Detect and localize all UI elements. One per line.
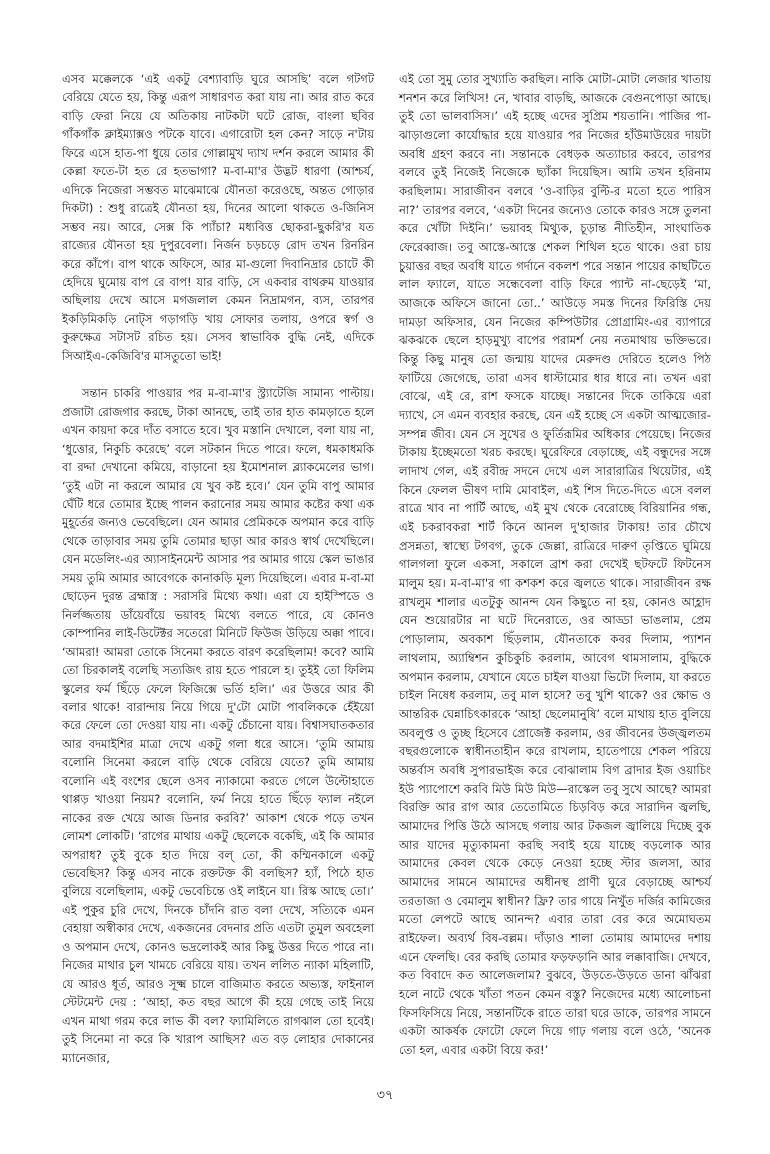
paragraph: এই তো সুমু তোর সুখ্যাতি করছিল। নাকি মোটা-মোটা লেজার খাতায় শনশন করে লিখিস! নে, খাবার বাড়ছি, আজকে বেগুনপোড়া আছে। তুই তো ভালবাসিস।’ এই হচ্ছে এদের সুপ্রিম শয়তানি। পাজির পা-ঝাড়াগুলো কার্যোদ্ধার হয়ে যাওয়ার পর নিজের হাঁউমাউয়ের দায়টা অবধি গ্রহণ করবে না। সন্তানকে বেধড়ক অত্যাচার করবে, তারপর বলবে তুই নিজেই নিজেকে ছ্যাঁকা দিয়েছিস। আমি তখন হরিনাম করছিলাম। সারাজীবন বলবে ‘ও-বাড়ির বুল্টি-র মতো হতে পারিস না?’ তারপর বলবে, ‘একটা দিনের জন্যেও তোকে কারও সঙ্গে তুলনা করে খোঁটা দিইনি।’ ভয়াবহ মিথ্যুক, চূড়ান্ত নীতিহীন, সাংঘাতিক ফেরেব্বাজ। তবু আস্তে-আস্তে শেকল শিথিল হতে থাকে। ওরা চায় চুয়াত্তর বছর অবধি যাতে গর্দানে বকলশ পরে সন্তান পায়ের কাছটিতে লাল ফ্যালে, যাতে সন্ধেবেলা বাড়ি ফিরে প্যান্ট না-ছেড়েই ‘মা, আজকে অফিসে জানো তো..’ আউড়ে সমস্ত দিনের ফিরিস্তি দেয় দামড়া অফিসার, যেন নিজের কম্পিউটার প্রোগ্রামিং-এর ব্যাপারে ঝকঝকে ছেলে হাড়মুখ্যু বাপের পরামর্শ নেয় নতমাথায় ভক্তিভরে। কিন্তু কিছু মানুষ তো জন্মায় যাদের মেরুদণ্ড দেরিতে হলেও পিঠ ফাটিয়ে জেগেছে, তারা এসব ধাস্টামোর ধার ধারে না। তখন এরা বোঝে, এই রে, রাশ ফসকে যাচ্ছে। সন্তানের দিকে তাকিয়ে এরা দ্যাখে, সে এমন ব্যবহার করছে, যেন এই হচ্ছে সে একটা আত্মজোর-সম্পন্ন জীব। যেন সে সুখের ও ফুর্তিরূমির অধিকার পেয়েছে। নিজের টাকায় ইচ্ছেমতো খরচ করছে। ঘুরেফিরে বেড়াচ্ছে, এই বন্ধুদের সঙ্গে লাদাখ গেল, এই রবীন্দ্র সদনে দেখে এল সারারাত্রির থিয়েটার, এই কিনে ফেলল ভীষণ দামি মোবাইল, এই শিস দিতে-দিতে এসে বলল রাত্রে খাব না পার্টি আছে, এই মুখ থেকে বেরোচ্ছে বিরিয়ানির গন্ধ, এই চকরাবকরা শার্ট কিনে আনল দু'হাজার টাকায়! তার চৌখে প্রসন্নতা, স্বাস্থ্যে টগবগ, তুকে জেল্লা, রাত্রিরে দারুণ তৃপ্তিতে ঘুমিয়ে গালগলা ফুলে একসা, সকালে ব্রাশ করা দেখেই ছটফটে ফিটনেস মালুম হয়। ম-বা-মা'র গা কশকশ করে জ্বলতে থাকে। সারাজীবন রক্ষ রাখলুম শালার এতটুকু আনন্দ যেন কিছুতে না হয়, কোনও আহ্লাদ যেন শুয়োরটার না ঘটে দিনেরাতে, ওর আড্ডা ভাঙলাম, প্রেম পোড়ালাম, অবকাশ ছিঁড়লাম, যৌনতাকে কবর দিলাম, প্যাশন লাথলাম, অ্যাম্বিশন কুচিকুচি করলাম, আবেগ থামসালাম, বুদ্ধিকে অপমান করলাম, যেখানে যেতে চাইল যাওয়া ভিটো দিলাম, যা করতে চাইল নিষেধ করলাম, তবু মাল হাসে? তবু খুশি থাকে? ওর ক্ষোভ ও আন্তরিক ঘেন্নাচিৎকারকে ‘আহা ছেলেমানুষি’ বলে মাথায় হাত বুলিয়ে অবলুপ্ত ও তুচ্ছ হিসেবে প্রোজেক্ট করলাম, ওর জীবনের উজ্জ্বলতম বছরগুলোকে স্বাধীনতাহীন করে রাখলাম, হাতেপায়ে শেকল পরিয়ে অন্তর্বাস অবধি সুপারভাইজ করে বোঝালাম বিগ ব্রাদার ইজ ওয়াচিং ইউ প্যাপোশে করবি মিউ মিউ মিউ—রাস্কেল তবু সুখে আছে? আমরা বিরক্তি আর রাগ আর তেতোমিতে চিড়বিড় করে সারাদিন জ্বলছি, আমাদের পিত্তি উঠে আসছে গলায় আর টকজল জ্বালিয়ে দিচ্ছে বুক আর যাদের মৃত্যুকামনা করছি সবাই হয়ে যাচ্ছে বড়লোক আর আমাদের কেবল থেকে কেড়ে নেওয়া হচ্ছে স্টার জলসা, আর আমাদের সামনে আমাদের অধীনস্থ প্রাণী ঘুরে বেড়াচ্ছে আশ্চর্য তরতাজা ও বেমালুম স্বাধীন? ফ্রি? তার গায়ে নিখুঁত দর্জির কামিজের মতো লেপটে আছে আনন্দ? এবার তারা বের করে অমোঘতম রাইফেল। অব্যর্থ বিষ-বল্লম। দাঁড়াও শালা তোমায় আমাদের দশায় এনে ফেলছি। বের করছি তোমার ফড়ফড়ানি আর লক্কাবাজি। দেখবে, কত বিবাদে কত আলেজলাম? বুঝবে, উড়তে-উড়তে ডানা ঝাঁঝরা হলে নাটে থেকে খাঁতা পতন কেমন বস্তু? নিজেদের মধ্যে আলোচনা ফিসফিসিয়ে নিয়ে, সন্তানটিকে রাতে তারা ঘরে ডাকে, তারপর সামনে একটা আকর্ষক ফোটো ফেলে দিয়ে গাঢ় গলায় বলে ওঠে, ‘অনেক তো হল, এবার একটা বিয়ে কর!’: [399, 72, 711, 1057]
right-text-column: [399, 70, 711, 1060]
left-text-column: [62, 70, 374, 1067]
paragraph: সন্তান চাকরি পাওয়ার পর ম-বা-মা'র স্ট্র্যাটেজি সামান্য পাল্টায়। প্রজাটা রোজগার করছে, টাকা আনছে, তাই তার হাত কামড়াতে হলে এখন কায়দা করে দাঁত বসাতে হবে। খুব মস্তানি দেখালে, বলা যায় না, ‘ধুত্তোর, নিকুচি করেছে’ বলে সটকান দিতে পারে। ফলে, ধমকাধমকি বা রদ্দা দেখানো কমিয়ে, বাড়ানো হয় ইমোশনাল ব্ল্যাকমেলের ভাগ। ‘তুই এটা না করলে আমার যে খুব কষ্ট হবে।’ যেন তুমি বাপু আমার ঘেঁটি ধরে তোমার ইচ্ছে পালন করানোর সময় আমার কষ্টের কথা এক মুহূর্তের জন্যও ভেবেছিলে। যেন আমার প্রেমিককে অপমান করে বাড়ি থেকে তাড়াবার সময় তুমি তোমার ছাড়া আর কারও স্বার্থ দেখেছিলে। যেন মডেলিং-এর অ্যাসাইনমেন্ট আসার পর আমার গায়ে স্কেল ভাঙার সময় তুমি আমার আবেগকে কানাকড়ি মূল্য দিয়েছিলে। এবার ম-বা-মা ছোড়েন দুরন্ত ব্রহ্মাস্ত্র : সরাসরি মিথ্যে কথা। এরা যে হাইস্পিডে ও নির্লজ্জতায় ডাঁয়েবাঁয়ে ভয়াবহ মিথ্যে বলতে পারে, যে কোনও কোম্পানির লাই-ডিটেক্টর সতেরো মিনিটে ফিউজ উড়িয়ে অক্কা পাবে। ‘আমরা! আমরা তোকে সিনেমা করতে বারণ করেছিলাম! কবে? আমি তো চিরকালই বলেছি সত্যজিৎ রায় হতে পারলে হ। তুইই তো ফিলিম স্কুলের ফর্ম ছিঁড়ে ফেলে ফিজিক্সে ভর্তি হলি।’ এর উত্তরে আর কী বলার থাকে! বারান্দায় নিয়ে গিয়ে দু'টো মোটা পাবলিককে হেঁইয়ো করে ফেলে তো দেওয়া যায় না। একটু চেঁচানো যায়। বিশ্বাসঘাতকতার আর বদমাইশির মাত্রা দেখে একটু গলা ধরে আসে। ‘তুমি আমায় বলোনি সিনেমা করলে বাড়ি থেকে বেরিয়ে যেতে? তুমি আমায় বলোনি এই বংশের ছেলে ওসব ন্যাকামো করতে গেলে উল্টোহাতে থাপ্পড় খাওয়া নিয়ম? বলোনি, ফর্ম নিয়ে হাতে ছিঁড়ে ফ্যাল নইলে নাকের রক্ত খেয়ে আজ ডিনার করবি?’ আকাশ থেকে পড়ে তখন লোমশ লোকটি। ‘রাগের মাথায় একটু ছেলেকে বকেছি, এই কি আমার অপরাধ? তুই বুকে হাত দিয়ে বল্ তো, কী কম্মিনকালে একটু ভেবেছিস? কিন্তু এসব নাকে রক্তটক্ত কী বলছিস? হ্যাঁ, পিঠে হাত বুলিয়ে বলেছিলাম, একটু ভেবেচিন্তে ওই লাইনে যা। রিস্ক আছে তো।’ এই পুকুর চুরি দেখে, দিনকে চাঁদনি রাত বলা দেখে, সত্যিকে এমন বেহায়া অস্বীকার দেখে, একজনের বেদনার প্রতি এতটা তুমুল অবহেলা ও অপমান দেখে, কোনও ভদ্রলোকই আর কিছু উত্তর দিতে পারে না। নিজের মাথার চুল খামচে বেরিয়ে যায়। তখন ললিত ন্যাকা মহিলাটি, যে আরও ধূর্ত, আরও সূক্ষ্ম চালে বাজিমাত করতে অভ্যস্ত, ফাইনাল স্টেটমেন্ট দেয় : ‘আহা, কত বছর আগে কী হয়ে গেছে তাই নিয়ে এখন মাথা গরম করে লাভ কী বল? ফ্যামিলিতে রাগঝাল তো হবেই। তুই সিনেমা না করে কি খারাপ আছিস? এত বড় লোহার দোকানের ম্যানেজার,: [62, 386, 374, 1065]
page-number: ৩৭: [376, 1088, 394, 1103]
paragraph: এসব মক্কেলকে ‘এই একটু বেশ্যাবাড়ি ঘুরে আসছি’ বলে গটগট বেরিয়ে যেতে হয়, কিন্তু এরূপ সাধারণত করা যায় না। আর রাত করে বাড়ি ফেরা নিয়ে যে অতিকায় নাটকটা ঘটে রোজ, বাংলা ছবির গাঁকগাঁক ক্লাইম্যাক্সও পটকে যাবে। এগারোটা হল কেন? সাড়ে ন'টায় ফিরে এসে হাত-পা ধুয়ে তোর গোল্লামুখ দ্যাখ দর্শন করলে আমার কী কেল্লা ফতে-টা হত রে হতভাগা? ম-বা-মা'র উদ্ভট ধারণা (আশ্চর্য, এদিকে নিজেরা সম্ভবত মাঝেমাঝে যৌনতা করেওছে, অন্তত গোড়ার দিকটা) : শুধু রাত্রেই যৌনতা হয়, দিনের আলো থাকতে ও-জিনিস সম্ভব নয়। আরে, সেক্স কি প্যাঁচা? মধ্যবিত্ত ছোকরা-ছুকরি'র যত রাজ্যের যৌনতা হয় দুপুরবেলা। নির্জন চড়চড়ে রোদ তখন রিনরিন করে কাঁপে। বাপ থাকে অফিসে, আর মা-গুলো দিবানিদ্রার চোটে কী হেদিয়ে ঘুমোয় বাপ রে বাপ! যার বাড়ি, সে একবার বাথরুম যাওয়ার অছিলায় দেখে আসে মগজলাল কেমন নিদ্রামগন, ব্যস, তারপর ইকড়িমিকড়ি নোট্স গড়াগড়ি খায় সোফার তলায়, ওপরে স্বর্গ ও কুরুক্ষেত্র সটাসট রচিত হয়। সেসব স্বাভাবিক বুদ্ধি নেই, এদিকে সিআইএ-কেজিবি'র মাসতুতো ভাই!: [62, 72, 374, 363]
